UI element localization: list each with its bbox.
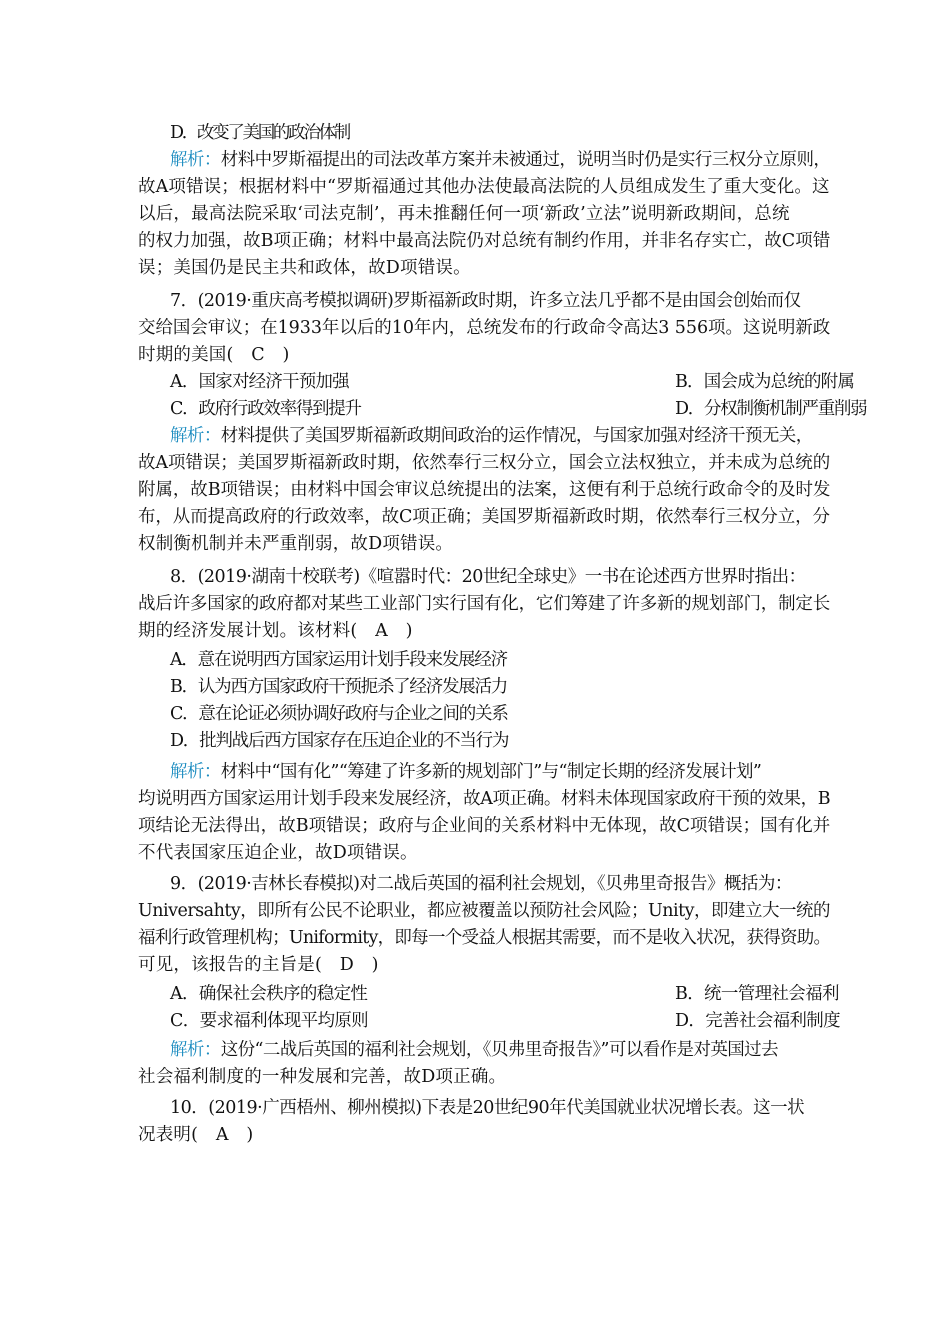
q9-analysis-line: 社会福利制度的一种发展和完善，故D项正确。 [138,1067,507,1087]
q10-stem-line: 况表明( A ) [138,1125,254,1145]
q6-analysis-line: 解析：材料中罗斯福提出的司法改革方案并未被通过，说明当时仍是实行三权分立原则， [170,150,831,170]
q6-analysis-line: 误；美国仍是民主共和政体，故D项错误。 [138,258,471,278]
q7-option-b: B．国会成为总统的附属 [675,372,855,392]
q7-options-row [170,396,867,423]
q8-stem-line: 8．(2019·湖南十校联考)《喧嚣时代：20世纪全球史》一书在论述西方世界时指出： [170,567,806,587]
q7-analysis-line: 附属，故B项错误；由材料中国会审议总统提出的法案，这便有利于总统行政命令的及时发 [138,480,831,500]
q7-analysis-line: 权制衡机制并未严重削弱，故D项错误。 [138,534,454,554]
q9-option-c: C．要求福利体现平均原则 [170,1011,369,1031]
q7-analysis-line: 解析：材料提供了美国罗斯福新政期间政治的运作情况，与国家加强对经济干预无关， [170,426,813,446]
q9-option-d: D．完善社会福利制度 [675,1011,840,1031]
q9-stem-line: 可见，该报告的主旨是( D ) [138,955,379,975]
q8-analysis-line: 不代表国家压迫企业，故D项错误。 [138,843,418,863]
q9-options-row [170,981,860,1008]
q6-analysis-line: 以后，最高法院采取‘司法克制’，再未推翻任何一项‘新政’立法”说明新政期间，总统 [138,204,790,224]
q8-analysis-line: 均说明西方国家运用计划手段来发展经济，故A项正确。材料未体现国家政府干预的效果，B [138,789,831,809]
q6-option-d: D．改变了美国的政治体制 [170,123,349,143]
q8-stem-line: 战后许多国家的政府都对某些工业部门实行国有化，它们筹建了许多新的规划部门，制定长 [138,594,830,614]
analysis-label: 解析： [170,1040,221,1060]
q8-option-c: C．意在论证必须协调好政府与企业之间的关系 [170,704,508,724]
q8-analysis-line: 解析：材料中“国有化”“筹建了许多新的规划部门”与“制定长期的经济发展计划” [170,762,762,782]
q9-analysis-line: 解析：这份“二战后英国的福利社会规划，《贝弗里奇报告》”可以看作是对英国过去 [170,1040,778,1060]
q8-option-a: A．意在说明西方国家运用计划手段来发展经济 [170,650,507,670]
q6-analysis-line: 的权力加强，故B项正确；材料中最高法院仍对总统有制约作用，并非名存实亡，故C项错 [138,231,831,251]
q7-option-d: D．分权制衡机制严重削弱 [675,399,867,419]
q7-stem-line: 交给国会审议；在1933年以后的10年内，总统发布的行政命令高达3 556项。这说明新政 [138,318,831,338]
q9-stem-line: 福利行政管理机构；Uniformity，即每一个受益人根据其需要，而不是收入状况，获得资助。 [138,928,831,948]
q10-stem-line: 10．(2019·广西梧州、柳州模拟)下表是20世纪90年代美国就业状况增长表。这一状 [170,1098,805,1118]
q9-option-a: A．确保社会秩序的稳定性 [170,984,368,1004]
analysis-label: 解析： [170,762,221,782]
q9-options-row [170,1008,860,1035]
q9-option-b: B．统一管理社会福利 [675,984,839,1004]
q7-stem-line: 7．(2019·重庆高考模拟调研)罗斯福新政时期，许多立法几乎都不是由国会创始而仅 [170,291,801,311]
q8-option-d: D．批判战后西方国家存在压迫企业的不当行为 [170,731,509,751]
q9-stem-line: 9．(2019·吉林长春模拟)对二战后英国的福利社会规划，《贝弗里奇报告》概括为： [170,874,792,894]
analysis-label: 解析： [170,150,221,170]
q7-analysis-line: 故A项错误；美国罗斯福新政时期，依然奉行三权分立，国会立法权独立，并未成为总统的 [138,453,831,473]
q8-stem-line: 期的经济发展计划。该材料( A ) [138,621,413,641]
q8-analysis-line: 项结论无法得出，故B项错误；政府与企业间的关系材料中无体现，故C项错误；国有化并 [138,816,831,836]
q7-option-c: C．政府行政效率得到提升 [170,399,361,419]
q6-analysis-line: 故A项错误；根据材料中“罗斯福通过其他办法使最高法院的人员组成发生了重大变化。这 [138,177,830,197]
q7-option-a: A．国家对经济干预加强 [170,372,349,392]
q9-stem-line: Universahty，即所有公民不论职业，都应被覆盖以预防社会风险；Unity，即建立大一统的 [138,901,830,921]
q7-analysis-line: 布，从而提高政府的行政效率，故C项正确；美国罗斯福新政时期，依然奉行三权分立，分 [138,507,830,527]
q7-stem-line: 时期的美国( C ) [138,345,290,365]
q7-options-row [170,369,860,396]
analysis-label: 解析： [170,426,221,446]
q8-option-b: B．认为西方国家政府干预扼杀了经济发展活力 [170,677,508,697]
